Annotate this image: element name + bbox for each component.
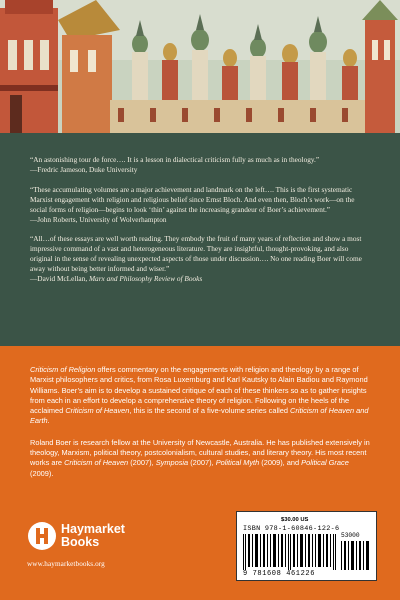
description-text: , this is the second of a five-volume series called [129,406,291,416]
cover-artwork [0,0,400,133]
quote-attribution: —Fredric Jameson, Duke University [30,164,138,174]
endorsement-quote [30,155,372,175]
bio-text: (2007), [188,458,216,468]
bio-text: Roland Boer is research fellow at the University of Newcastle, Australia. He has published extensively in theology, Marxism, political theory, postcolonialism, cultural studies, and literary theory. His most recent works are [30,437,370,468]
publisher-name-line2: Books [61,535,100,549]
publisher-name-line1: Haymarket [61,522,125,536]
price-addon-label: 53000 [341,532,360,539]
quote-text: “An astonishing tour de force…. It is a lesson in dialectical criticism fully as much as in theology.” [30,155,320,164]
endorsement-quote [30,185,372,225]
quote-attribution-name: —David McLellan, [30,274,89,284]
work-title: Political Myth [215,458,260,468]
isbn-label: ISBN 978-1-60846-122-6 [243,525,340,533]
work-title: Criticism of Heaven [64,458,129,468]
series-title: Criticism of Heaven and Earth [30,406,369,426]
work-title: Symposia [155,458,189,468]
author-bio [30,438,370,479]
description-text: . [47,416,50,426]
barcode-box [236,511,377,581]
quote-attribution: —John Roberts, University of Wolverhampton [30,214,167,224]
quote-text: “These accumulating volumes are a major achievement and landmark on the left…. This is the first systematic Marxist engagement with religion and religious belief since Ernst Bloch. And even then, Bloch’s work—on the social forms of religion—begins to look ‘thin’ against the increasing grandeur of Boer’s achievement.” [30,184,355,214]
barcode-bars [243,534,338,570]
book-title: Criticism of Religion [30,365,96,374]
price-label: $30.00 US [281,517,309,523]
publisher-logo [27,521,187,581]
work-title: Political Grace [301,458,349,468]
related-title: Criticism of Heaven [65,406,130,416]
quote-text: “All…of these essays are well worth reading. They embody the fruit of many years of reflection and show a most impressive command of a vast and heterogeneous literature. They are insightful, thought-provoking, and also original in the sense of revealing unexpected aspects of those under discussion…. No one reading Boer will come away without being better informed and wiser.” [30,234,362,274]
quote-attribution [30,274,372,284]
bio-text: (2009), and [259,458,302,468]
publisher-url: www.haymarketbooks.org [27,560,105,568]
endorsements-panel [0,133,400,346]
publisher-name [61,523,125,549]
price-addon-bars [341,541,371,570]
quote-attribution-work: Marx and Philosophy Review of Books [88,274,203,284]
endorsement-quote [30,234,372,284]
ean-digits: 9 781608 461226 [243,570,316,578]
bio-text: (2007), [128,458,156,468]
description-text: offers commentary on the engagements with religion and theology by a range of Marxist philosophers and critics, from Rosa Luxemburg and Karl Kautsky to Alain Badiou and Raymond Williams. Boer’s aim is to develop a sustained critique of each of these thinkers so as to gather insights from each in an effort to develop a comprehensive theory of religion. Following on the heels of the acclaimed [30,365,368,416]
book-description [30,365,370,427]
haymarket-h-icon [27,521,57,551]
bio-text: (2009). [30,468,54,478]
